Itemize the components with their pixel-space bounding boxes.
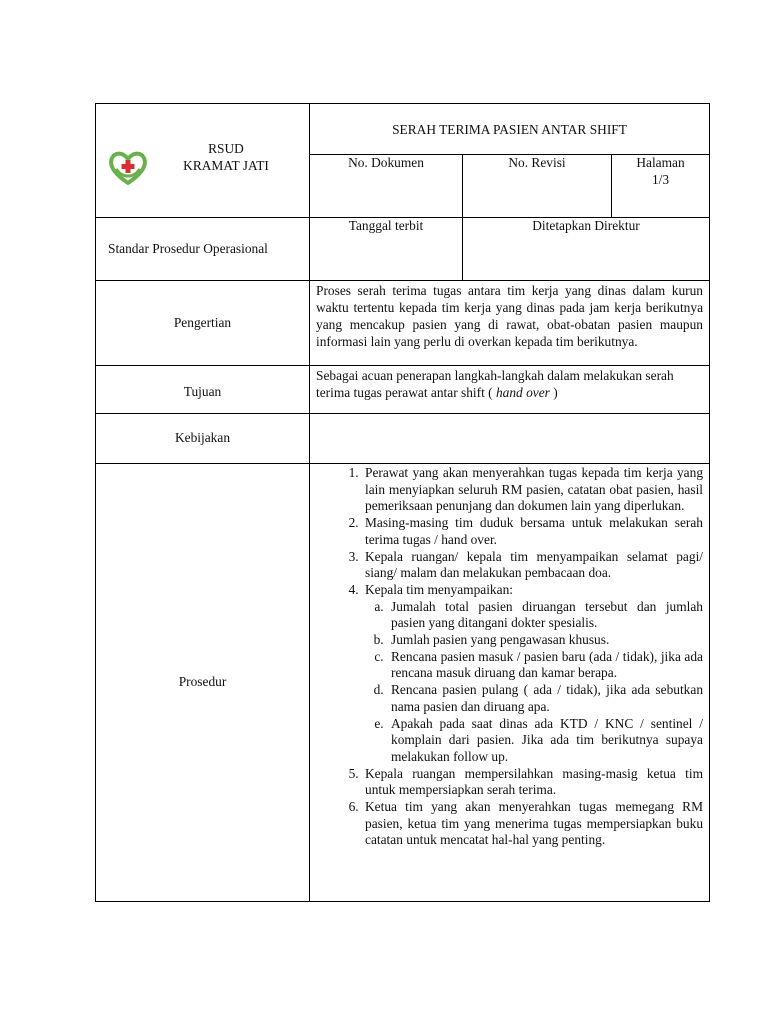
step-4-d: d. Rencana pasien pulang ( ada / tidak), jika ada sebutkan nama pasien dan diruang apa.	[387, 682, 703, 715]
step-4-b: b. Jumlah pasien yang pengawasan khusus.	[387, 632, 703, 649]
institution-line2: KRAMAT JATI	[183, 158, 269, 173]
step-4-e: e. Apakah pada saat dinas ada KTD / KNC / sentinel / komplain dari pasien. Jika ada tim berikutnya supaya melakukan follow up.	[387, 716, 703, 766]
tujuan-text	[310, 366, 710, 414]
document-title: SERAH TERIMA PASIEN ANTAR SHIFT	[310, 104, 710, 155]
step-4-c: c. Rencana pasien masuk / pasien baru (ada / tidak), jika ada rencana masuk diruang dan kamar berapa.	[387, 649, 703, 682]
sop-table	[95, 103, 710, 902]
heart-hands-cross-logo	[108, 150, 148, 186]
institution-name	[156, 140, 296, 174]
pengertian-label: Pengertian	[96, 281, 310, 366]
step-5: 5. Kepala ruangan mempersilahkan masing-masig ketua tim untuk mempersiapkan serah terima.	[362, 766, 703, 799]
step-4-text: Kepala tim menyampaikan:	[365, 581, 513, 597]
kebijakan-label: Kebijakan	[96, 414, 310, 464]
step-1: 1. Perawat yang akan menyerahkan tugas kepada tim kerja yang lain menyiapkan seluruh RM pasien, catatan obat pasien, hasil pemeriksaan penunjang dan dokumen lain yang diperlukan.	[362, 465, 703, 515]
prosedur-label: Prosedur	[96, 464, 310, 902]
page-cell	[612, 155, 710, 218]
approved-by-label: Ditetapkan Direktur	[463, 218, 710, 281]
step-6: 6. Ketua tim yang akan menyerahkan tugas memegang RM pasien, ketua tim yang menerima tugas mempersiapkan buku catatan untuk mencatat hal-hal yang penting.	[362, 799, 703, 849]
issue-date-label: Tanggal terbit	[310, 218, 463, 281]
prosedur-content	[310, 464, 710, 902]
step-3: 3. Kepala ruangan/ kepala tim menyampaikan selamat pagi/ siang/ malam dan melakukan pembacaan doa.	[362, 549, 703, 582]
sop-document	[95, 103, 709, 902]
tujuan-text-italic: hand over	[495, 385, 550, 400]
page-label: Halaman	[636, 155, 685, 170]
pengertian-text: Proses serah terima tugas antara tim kerja yang dinas dalam kurun waktu tertentu kepada tim kerja yang dinas pada jam kerja berikutnya yang mencakup pasien yang di rawat, obat-obatan pasien maupun informasi lain yang perlu di overkan kepada tim berikutnya.	[310, 281, 710, 366]
step-2: 2. Masing-masing tim duduk bersama untuk melakukan serah terima tugas / hand over.	[362, 515, 703, 548]
tujuan-label: Tujuan	[96, 366, 310, 414]
tujuan-text-main: Sebagai acuan penerapan langkah-langkah dalam melakukan serah terima tugas perawat antar shift (	[316, 368, 674, 400]
tujuan-text-end: )	[549, 385, 558, 400]
kebijakan-text	[310, 414, 710, 464]
step-4-sublist	[365, 599, 703, 766]
page-value: 1/3	[651, 171, 670, 187]
institution-line1: RSUD	[208, 141, 244, 156]
doc-number-label: No. Dokumen	[310, 155, 463, 218]
institution-cell	[96, 104, 310, 218]
step-4-a: a. Jumalah total pasien diruangan tersebut dan jumlah pasien yang ditangani dokter spesialis.	[387, 599, 703, 632]
step-4	[362, 582, 703, 766]
revision-label: No. Revisi	[463, 155, 612, 218]
prosedur-steps	[310, 465, 703, 849]
sop-label: Standar Prosedur Operasional	[96, 218, 310, 281]
